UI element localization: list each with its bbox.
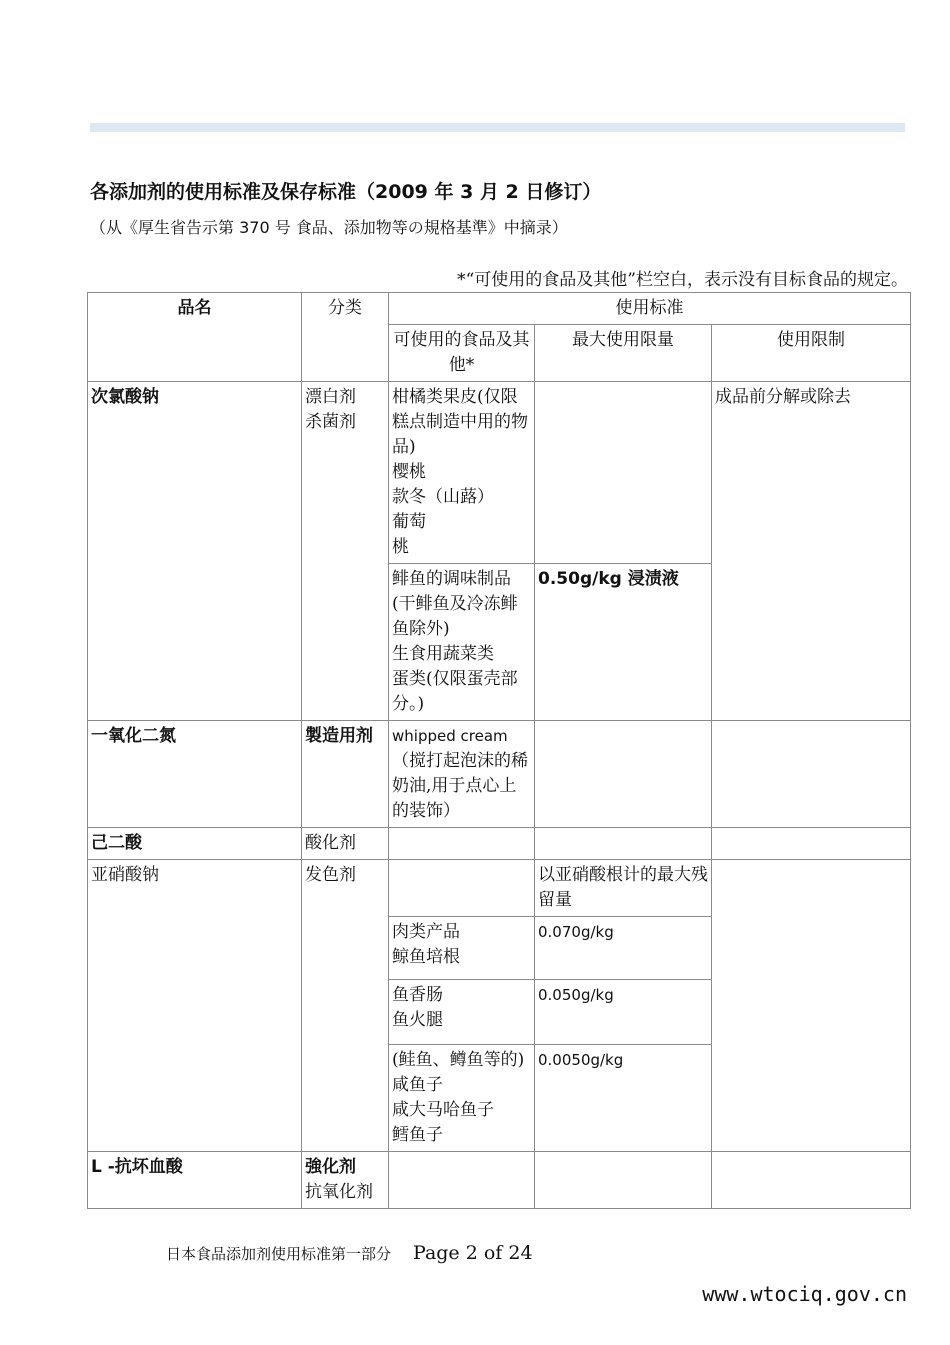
cell-max: 0.070g/kg: [535, 917, 712, 980]
cell-line: 桃: [392, 537, 409, 557]
cell-name: L -抗坏血酸: [88, 1152, 302, 1209]
cell-foods: [389, 564, 535, 721]
cell-category: 酸化剂: [302, 828, 389, 860]
cell-max: 0.50g/kg 浸渍液: [535, 564, 712, 721]
cell-line: 葡萄: [392, 512, 426, 532]
table-row: [88, 721, 911, 828]
cell-category: 製造用剂: [302, 721, 389, 828]
cell-line: whipped cream: [392, 727, 508, 745]
cell-line: 漂白剂: [305, 387, 356, 407]
cell-foods: [389, 917, 535, 980]
cell-foods: [389, 860, 535, 917]
cell-category: 发色剂: [302, 860, 389, 1152]
cell-category: [302, 382, 389, 721]
header-standard: 使用标准: [389, 293, 911, 325]
cell-max: 0.0050g/kg: [535, 1045, 712, 1152]
cell-line: 鲱鱼的调味制品(干鲱鱼及冷冻鲱鱼除外): [392, 569, 518, 639]
site-url: www.wtociq.gov.cn: [702, 1282, 907, 1306]
table-row: [88, 860, 911, 917]
table-note: *“可使用的食品及其他”栏空白，表示没有目标食品的规定。: [457, 270, 908, 290]
header-name: 品名: [88, 293, 302, 382]
cell-restriction: [712, 1152, 911, 1209]
cell-restriction: [712, 828, 911, 860]
cell-foods: [389, 382, 535, 564]
cell-line: 咸大马哈鱼子: [392, 1100, 494, 1120]
cell-foods: [389, 1045, 535, 1152]
cell-max: [535, 1152, 712, 1209]
cell-max: [535, 721, 712, 828]
cell-line: 樱桃: [392, 462, 426, 482]
cell-foods: [389, 828, 535, 860]
header-category: 分类: [302, 293, 389, 382]
cell-foods: [389, 1152, 535, 1209]
cell-line: (鲑鱼、鳟鱼等的)咸鱼子: [392, 1050, 525, 1095]
cell-foods: [389, 721, 535, 828]
cell-name: 亚硝酸钠: [88, 860, 302, 1152]
cell-category: [302, 1152, 389, 1209]
cell-restriction: [712, 860, 911, 1152]
cell-name: 己二酸: [88, 828, 302, 860]
cell-line: 鳕鱼子: [392, 1125, 443, 1145]
header-restriction: 使用限制: [712, 325, 911, 382]
cell-line: 柑橘类果皮(仅限糕点制造中用的物品): [392, 387, 528, 457]
cell-line: 抗氧化剂: [305, 1182, 373, 1202]
cell-max: 0.050g/kg: [535, 980, 712, 1045]
table-row: [88, 828, 911, 860]
footer-title: 日本食品添加剂使用标准第一部分: [166, 1245, 392, 1263]
cell-line: 鱼火腿: [392, 1010, 443, 1030]
cell-restriction: [712, 721, 911, 828]
header-foods: 可使用的食品及其他*: [389, 325, 535, 382]
table-header-row: [88, 293, 911, 325]
page-number: Page 2 of 24: [413, 1242, 533, 1264]
cell-name: 次氯酸钠: [88, 382, 302, 721]
cell-max: [535, 828, 712, 860]
document-subtitle: （从《厚生省告示第 370 号 食品、添加物等の規格基準》中摘录）: [90, 218, 568, 237]
cell-line: （搅打起泡沫的稀奶油,用于点心上的装饰）: [392, 751, 528, 821]
cell-line: 生食用蔬菜类: [392, 644, 494, 664]
cell-name: 一氧化二氮: [88, 721, 302, 828]
cell-line: 蛋类(仅限蛋壳部分。): [392, 669, 518, 714]
cell-line: 鲸鱼培根: [392, 947, 460, 967]
cell-line: 款冬（山蕗）: [392, 487, 494, 507]
table-row: [88, 382, 911, 564]
cell-line: 肉类产品: [392, 922, 460, 942]
cell-line: 杀菌剂: [305, 412, 356, 432]
cell-restriction: 成品前分解或除去: [712, 382, 911, 721]
cell-foods: [389, 980, 535, 1045]
cell-line: 強化剂: [305, 1157, 356, 1177]
cell-line: 鱼香肠: [392, 985, 443, 1005]
header-divider: [90, 123, 905, 132]
document-title: 各添加剂的使用标准及保存标准（2009 年 3 月 2 日修订）: [90, 181, 602, 203]
additive-standards-table: [87, 292, 911, 1209]
table-row: [88, 1152, 911, 1209]
cell-max: [535, 382, 712, 564]
page-footer: [166, 1242, 533, 1264]
header-max: 最大使用限量: [535, 325, 712, 382]
cell-max: 以亚硝酸根计的最大残留量: [535, 860, 712, 917]
